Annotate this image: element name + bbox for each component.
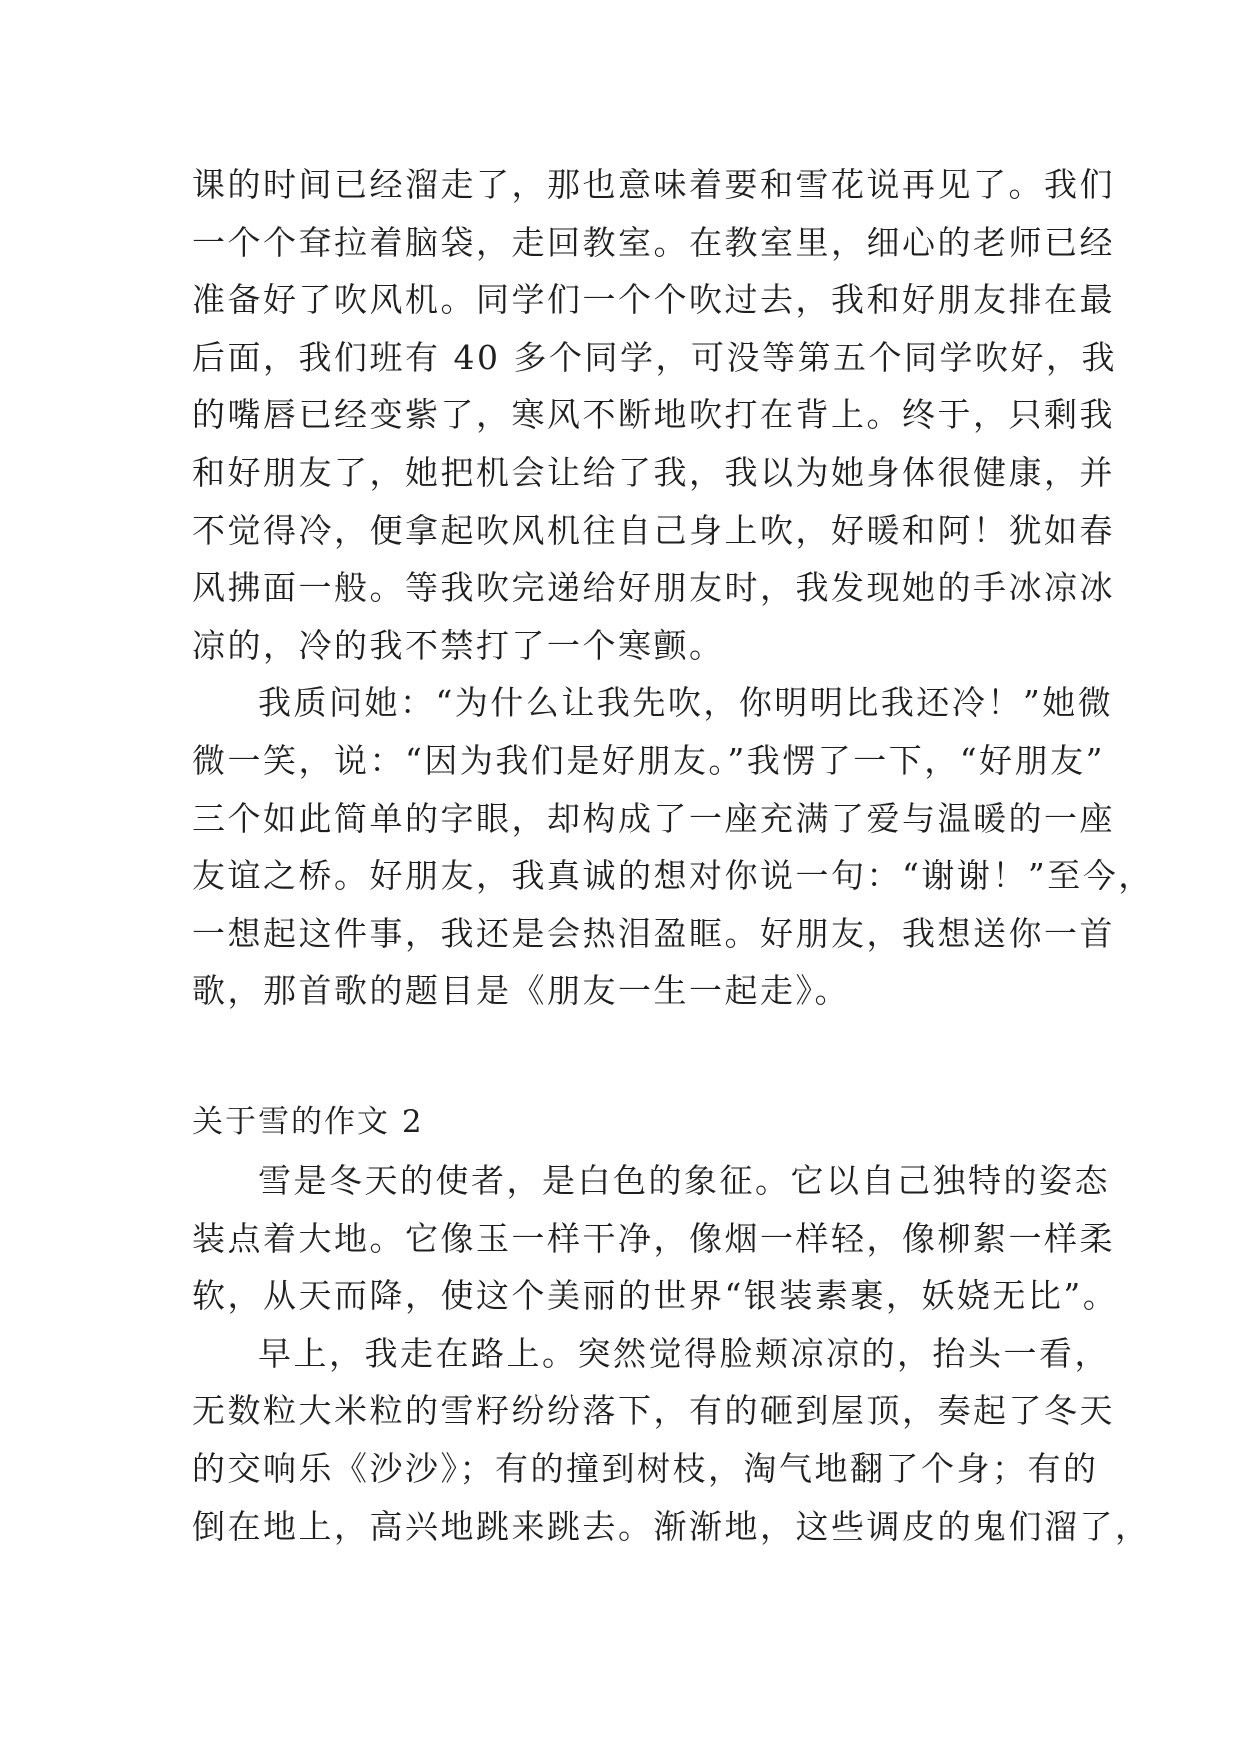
text-line: 风拂面一般。等我吹完递给好朋友时，我发现她的手冰凉冰 [192, 568, 1115, 608]
text-line: 歌，那首歌的题目是《朋友一生一起走》。 [192, 971, 850, 1011]
text-line: 友谊之桥。好朋友，我真诚的想对你说一句：“谢谢！”至今， [192, 856, 1154, 896]
text-line: 软，从天而降，使这个美丽的世界“银装素裹，妖娆无比”。 [192, 1276, 1119, 1316]
paragraph-first-line: 雪是冬天的使者，是白色的象征。它以自己独特的姿态 [258, 1161, 1110, 1200]
text-line: 后面，我们班有 40 多个同学，可没等第五个同学吹好，我 [192, 337, 1117, 377]
text-line: 微一笑，说：“因为我们是好朋友。”我愣了一下，“好朋友” [192, 740, 1105, 780]
text-line: 课的时间已经溜走了，那也意味着要和雪花说再见了。我们 [192, 165, 1115, 204]
story-section-2 [192, 1152, 1151, 1555]
text-line: 准备好了吹风机。同学们一个个吹过去，我和好朋友排在最 [192, 280, 1115, 320]
paragraph-first-line: 我质问她：“为什么让我先吹，你明明比我还冷！”她微 [258, 683, 1114, 723]
story-section-1 [192, 156, 1154, 1020]
text-line: 无数粒大米粒的雪籽纷纷落下，有的砸到屋顶，奏起了冬天 [192, 1391, 1115, 1431]
text-line: 倒在地上，高兴地跳来跳去。渐渐地，这些调皮的鬼们溜了， [192, 1506, 1151, 1546]
section-heading: 关于雪的作文 2 [192, 1104, 424, 1140]
paragraph-first-line: 早上，我走在路上。突然觉得脸颊凉凉的，抬头一看， [258, 1333, 1110, 1373]
text-line: 一个个耷拉着脑袋，走回教室。在教室里，细心的老师已经 [192, 222, 1115, 262]
text-line: 和好朋友了，她把机会让给了我，我以为她身体很健康，并 [192, 452, 1115, 492]
text-line: 不觉得冷，便拿起吹风机往自己身上吹，好暖和阿！犹如春 [192, 510, 1115, 550]
text-line: 的嘴唇已经变紫了，寒风不断地吹打在背上。终于，只剩我 [192, 395, 1115, 435]
text-line: 凉的，冷的我不禁打了一个寒颤。 [192, 625, 725, 665]
text-line: 的交响乐《沙沙》；有的撞到树枝，淘气地翻了个身；有的 [192, 1448, 1099, 1488]
text-line: 三个如此简单的字眼，却构成了一座充满了爱与温暖的一座 [192, 798, 1115, 838]
text-line: 装点着大地。它像玉一样干净，像烟一样轻，像柳絮一样柔 [192, 1218, 1115, 1258]
text-line: 一想起这件事，我还是会热泪盈眶。好朋友，我想送你一首 [192, 913, 1115, 953]
